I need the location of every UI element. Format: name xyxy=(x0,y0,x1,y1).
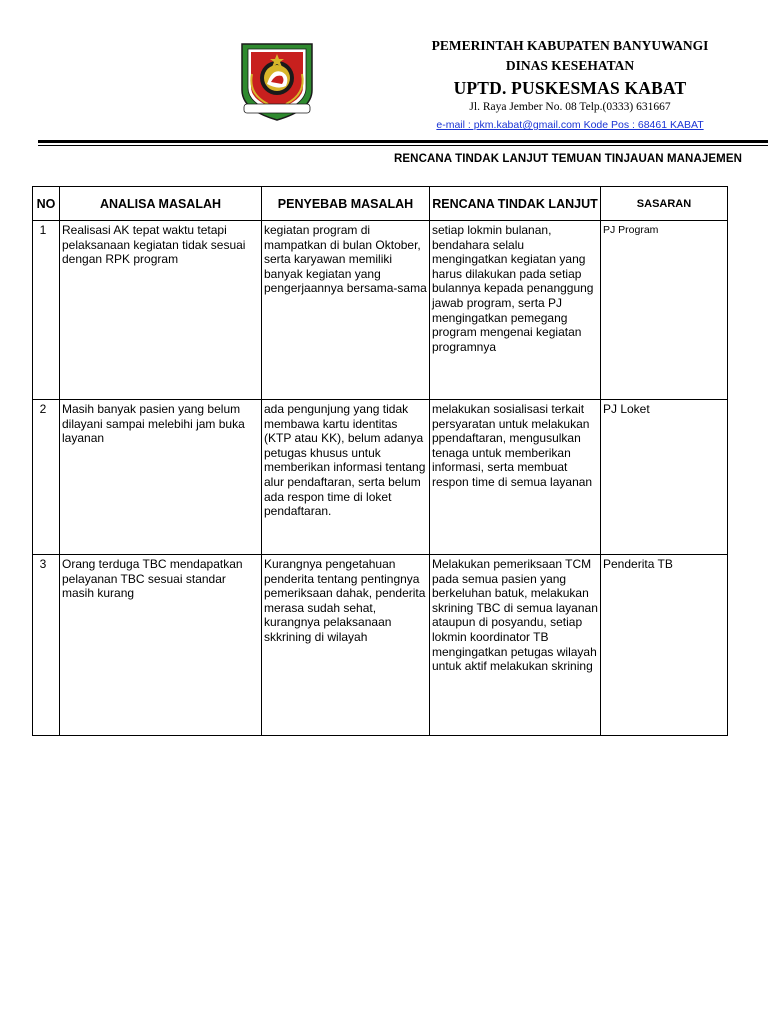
cell-sasaran: PJ Program xyxy=(601,221,728,400)
header-sasaran: SASARAN xyxy=(601,187,728,221)
cell-rencana: Melakukan pemeriksaan TCM pada semua pasien yang berkeluhan batuk, melakukan skrining TBC di semua layanan ataupun di posyandu, setiap lokmin koordinator TB mengingatkan petugas wilayah untuk aktif melakukan skrining xyxy=(430,555,601,736)
kop-address: Jl. Raya Jember No. 08 Telp.(0333) 631667 xyxy=(469,101,671,113)
cell-no: 3 xyxy=(33,555,60,736)
banyuwangi-logo xyxy=(238,38,316,122)
header-analisa: ANALISA MASALAH xyxy=(60,187,262,221)
table-row xyxy=(33,555,728,736)
cell-penyebab: ada pengunjung yang tidak membawa kartu identitas (KTP atau KK), belum adanya petugas khusus untuk memberikan informasi tentang alur pendaftaran, serta belum ada respon time di loket pendaftaran. xyxy=(262,400,430,555)
table-header-row xyxy=(33,187,728,221)
contact-link[interactable]: e-mail : pkm.kabat@gmail.com Kode Pos : 68461 KABAT xyxy=(436,119,704,131)
kop-puskesmas: UPTD. PUSKESMAS KABAT xyxy=(453,78,687,98)
kop-contact[interactable] xyxy=(400,119,740,131)
letterhead-divider-thin xyxy=(38,145,768,146)
letterhead-divider-thick xyxy=(38,140,768,143)
table-row xyxy=(33,221,728,400)
cell-analisa: Masih banyak pasien yang belum dilayani sampai melebihi jam buka layanan xyxy=(60,400,262,555)
cell-sasaran: Penderita TB xyxy=(601,555,728,736)
cell-sasaran: PJ Loket xyxy=(601,400,728,555)
cell-analisa: Realisasi AK tepat waktu tetapi pelaksanaan kegiatan tidak sesuai dengan RPK program xyxy=(60,221,262,400)
header-no: NO xyxy=(33,187,60,221)
cell-penyebab: kegiatan program di mampatkan di bulan Oktober, serta karyawan memiliki banyak kegiatan yang pengerjaannya bersama-sama xyxy=(262,221,430,400)
cell-rencana: setiap lokmin bulanan, bendahara selalu mengingatkan kegiatan yang harus dilakukan pada setiap bulannya kepada penanggung jawab program, serta PJ mengingatkan pemegang program mengenai kegiatan programnya xyxy=(430,221,601,400)
cell-analisa: Orang terduga TBC mendapatkan pelayanan TBC sesuai standar masih kurang xyxy=(60,555,262,736)
cell-penyebab: Kurangnya pengetahuan penderita tentang pentingnya pemeriksaan dahak, penderita merasa sudah sehat, kurangnya pelaksanaan skkrining di wilayah xyxy=(262,555,430,736)
kop-dinas: DINAS KESEHATAN xyxy=(505,58,635,73)
header-penyebab: PENYEBAB MASALAH xyxy=(262,187,430,221)
cell-no: 1 xyxy=(33,221,60,400)
cell-no: 2 xyxy=(33,400,60,555)
header-rencana: RENCANA TINDAK LANJUT xyxy=(430,187,601,221)
rtl-table xyxy=(32,186,728,736)
kop-pemerintah: PEMERINTAH KABUPATEN BANYUWANGI xyxy=(431,38,709,53)
table-row xyxy=(33,400,728,555)
coat-of-arms-icon xyxy=(238,38,316,122)
cell-rencana: melakukan sosialisasi terkait persyaratan untuk melakukan ppendaftaran, mengusulkan tenaga untuk memberikan informasi, serta membuat respon time di semua layanan xyxy=(430,400,601,555)
document-title: RENCANA TINDAK LANJUT TEMUAN TINJAUAN MANAJEMEN xyxy=(394,153,742,165)
